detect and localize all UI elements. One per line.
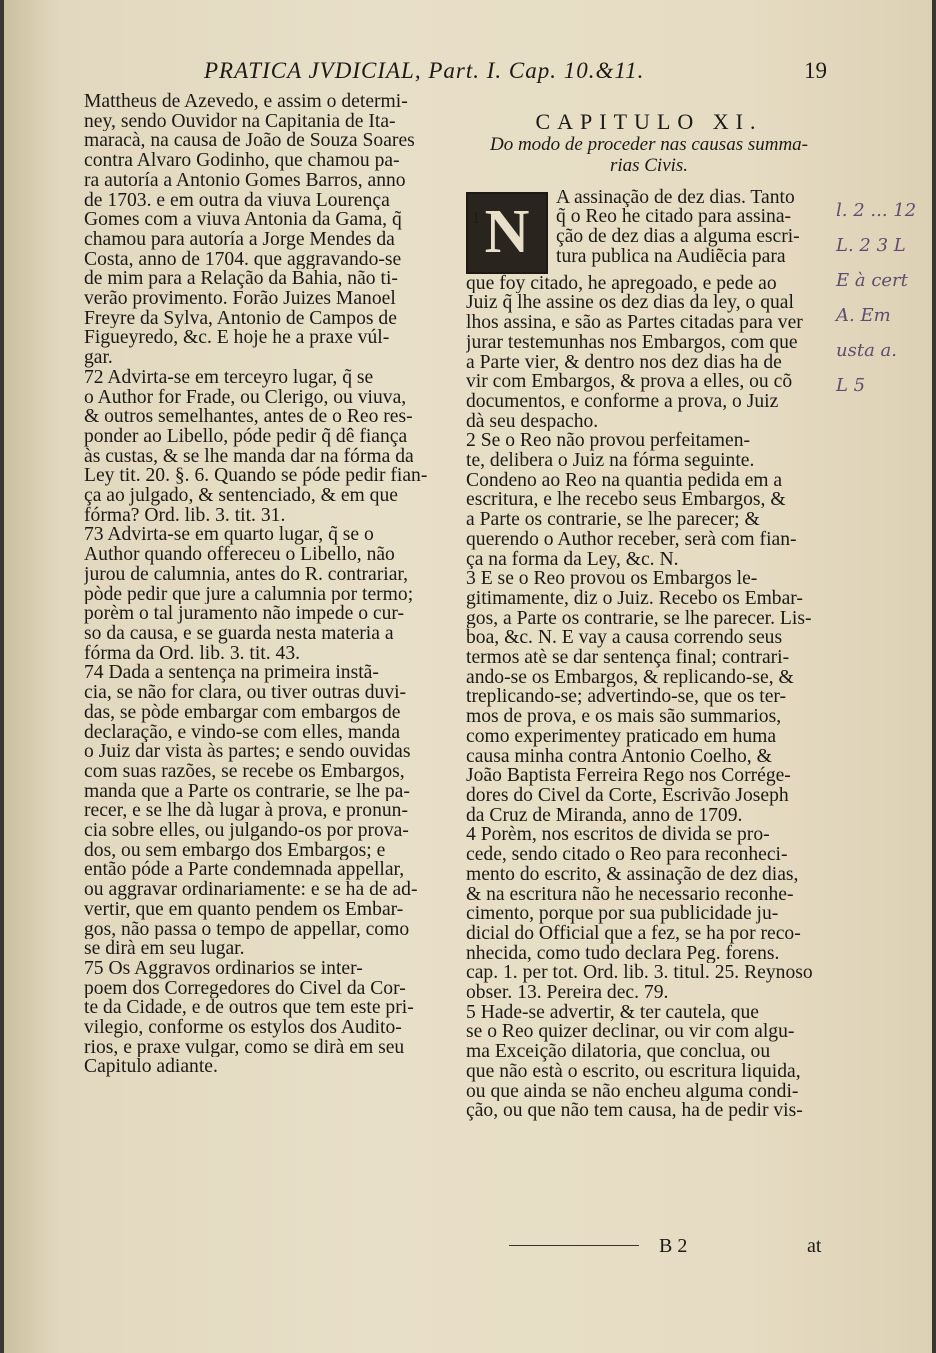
text-line: Capitulo adiante. [84, 1057, 218, 1078]
text-line: fórma da Ord. lib. 3. tit. 43. [84, 643, 301, 664]
margin-note: usta a. [836, 340, 897, 361]
running-title: PRATICA JVDICIAL, Part. I. Cap. 10.&11. [204, 58, 645, 83]
text-line: Ley tit. 20. §. 6. Quando se póde pedir fian- [84, 466, 428, 487]
text-line: pòde pedir que jure a calumnia por termo; [84, 584, 414, 605]
text-line: dicial do Official que a fez, se ha por reco- [466, 923, 801, 944]
margin-note: L 5 [836, 375, 866, 396]
text-line: treplicando-se; advertindo-se, que os ter- [466, 687, 787, 708]
text-line: dà seu despacho. [466, 411, 599, 432]
text-line: a Parte vier, & dentro nos dez dias ha de [466, 352, 782, 373]
paragraph-number: 1 [472, 210, 480, 227]
margin-note: A. Em [836, 305, 891, 326]
catchword: at [807, 1235, 822, 1257]
text-line: ando-se os Embargos, & replicando-se, & [466, 667, 794, 688]
chapter-subtitle [466, 134, 832, 176]
text-line: ça na forma da Ley, &c. N. [466, 549, 679, 570]
catch-rule [509, 1245, 639, 1246]
text-line: fórma? Ord. lib. 3. tit. 31. [84, 505, 286, 526]
text-line: vilegio, conforme os estylos dos Audito- [84, 1018, 402, 1038]
text-line: boa, &c. N. E vay a causa correndo seus [466, 628, 783, 649]
text-line: querendo o Author receber, serà com fian- [466, 529, 797, 550]
text-line: 72 Advirta-se em terceyro lugar, q̃ se [84, 367, 374, 388]
text-line: vertir, que em quanto pendem os Embar- [84, 899, 404, 920]
text-line: ou que ainda se não encheu alguma condi- [466, 1081, 799, 1102]
text-line: se dirà em seu lugar. [84, 939, 245, 959]
margin-note: L. 2 3 L [836, 235, 906, 256]
text-line: lhos assina, e são as Partes citadas para ver [466, 313, 803, 333]
text-line: dos, ou sem embargo dos Embargos; e [84, 840, 386, 861]
text-line: das, se pòde embargar com embargos de [84, 702, 401, 723]
text-line: 5 Hade-se advertir, & ter cautela, que [466, 1002, 759, 1023]
text-line: ção, ou que não tem causa, ha de pedir vis- [466, 1101, 803, 1121]
text-line: como experimentey praticado em huma [466, 726, 777, 747]
text-line: rios, e praxe vulgar, como se dirà em seu [84, 1037, 405, 1058]
text-line: chamou para autoría a Jorge Mendes da [84, 229, 395, 250]
text-line: Author quando offereceu o Libello, não [84, 545, 395, 565]
text-line: Condeno ao Reo na quantia pedida em a [466, 470, 783, 491]
text-line: Juiz q̃ lhe assine os dez dias da ley, o qual [466, 293, 794, 314]
text-line: A assinação de dez dias. Tanto [556, 187, 795, 208]
text-line: escritura, e lhe recebo seus Embargos, & [466, 490, 786, 511]
chapter-heading: CAPITULO XI. [535, 109, 763, 134]
text-line: ra autoría a Antonio Gomes Barros, anno [84, 170, 406, 191]
text-line: maracà, na causa de João de Souza Soares [84, 131, 415, 152]
text-line: de mim para a Relação da Bahia, não ti- [84, 269, 398, 290]
text-line: o Author for Frade, ou Clerigo, ou viuva, [84, 387, 407, 408]
text-line: da Cruz de Miranda, anno de 1709. [466, 805, 743, 826]
text-line: o Juiz dar vista às partes; e sendo ouvidas [84, 742, 411, 762]
text-line: termos atè se dar sentença final; contrari- [466, 648, 790, 668]
text-line: declaração, e vindo-se com elles, manda [84, 722, 401, 743]
text-line: que não està o escrito, ou escritura liquida, [466, 1061, 801, 1082]
text-line: vir com Embargos, & prova a elles, ou cõ [466, 372, 793, 392]
handwritten-margin-notes [836, 200, 931, 410]
text-line: 74 Dada a sentença na primeira instã- [84, 663, 379, 684]
text-line: & outros semelhantes, antes de o Reo res- [84, 407, 413, 427]
text-line: causa minha contra Antonio Coelho, & [466, 746, 772, 767]
text-line: cia, se não for clara, ou tiver outras duvi- [84, 683, 407, 703]
chapter-subtitle-line: Do modo de proceder nas causas summa- [489, 133, 809, 155]
text-line: Mattheus de Azevedo, e assim o determi- [84, 92, 408, 112]
text-line: 4 Porèm, nos escritos de divida se pro- [466, 825, 770, 846]
text-line: cia sobre elles, ou julgando-os por prova- [84, 821, 409, 841]
text-line: mos de prova, e os mais são summarios, [466, 707, 782, 727]
right-column-body [466, 274, 832, 1121]
text-line: que foy citado, he apregoado, e pede ao [466, 273, 777, 294]
text-line: 73 Advirta-se em quarto lugar, q̃ se o [84, 525, 374, 546]
text-line: te, delibera o Juiz na fórma seguinte. [466, 451, 755, 471]
text-line: João Baptista Ferreira Rego nos Corrége- [466, 766, 791, 786]
text-line: q̃ o Reo he citado para assina- [556, 207, 792, 228]
text-line: dores do Civel da Corte, Escrivão Joseph [466, 785, 789, 806]
chapter-subtitle-line: rias Civis. [609, 154, 689, 176]
text-line: ma Exceição dilatoria, que conclua, ou [466, 1042, 771, 1062]
text-line: mento do escrito, & assinação de dez dias, [466, 864, 799, 885]
text-line: nhecida, como tudo declara Peg. forens. [466, 943, 780, 964]
text-line: manda que a Parte os contrarie, se lhe pa- [84, 781, 410, 802]
text-line: Freyre da Sylva, Antonio de Campos de [84, 308, 397, 329]
text-line: se o Reo quizer declinar, ou vir com algu- [466, 1022, 795, 1043]
text-line: 3 E se o Reo provou os Embargos le- [466, 569, 758, 589]
margin-note: l. 2 ... 12 [836, 200, 917, 221]
text-line: gar. [84, 348, 113, 368]
text-line: ponder ao Libello, póde pedir q̃ dê fiança [84, 426, 408, 447]
text-line: 2 Se o Reo não provou perfeitamen- [466, 431, 751, 452]
text-line: então póde a Parte condemnada appellar, [84, 860, 405, 881]
text-line: poem dos Corregedores do Civel da Cor- [84, 978, 406, 999]
text-line: contra Alvaro Godinho, que chamou pa- [84, 151, 400, 171]
text-line: Costa, anno de 1704. que aggravando-se [84, 249, 402, 270]
text-line: jurou de calumnia, antes do R. contrariar, [84, 564, 409, 585]
text-line: gos, não passa o tempo de appellar, como [84, 919, 410, 940]
left-column [84, 92, 450, 1077]
text-line: porèm o tal juramento não impede o cur- [84, 604, 405, 624]
text-line: obser. 13. Pereira dec. 79. [466, 983, 669, 1003]
text-line: gitimamente, diz o Juiz. Recebo os Embar- [466, 588, 803, 609]
text-line: cede, sendo citado o Reo para reconheci- [466, 845, 788, 865]
margin-note: E à cert [836, 270, 908, 291]
page-header [4, 58, 932, 88]
text-line: cimento, porque por sua publicidade ju- [466, 904, 779, 924]
text-line: ou aggravar ordinariamente: e se ha de ad- [84, 880, 418, 900]
text-line: 75 Os Aggravos ordinarios se inter- [84, 958, 363, 979]
folio-number: 19 [804, 58, 827, 83]
text-line: & na escritura não he necessario reconhe- [466, 884, 794, 905]
text-line: gos, a Parte os contrarie, se lhe parecer. Lis- [466, 608, 812, 629]
text-line: recer, e se lhe dà lugar à prova, e pronun- [84, 801, 408, 822]
text-line: com suas razões, se recebe os Embargos, [84, 761, 405, 782]
text-line: de 1703. e em outra da viuva Lourença [84, 190, 390, 211]
text-line: cap. 1. per tot. Ord. lib. 3. titul. 25. Reynoso [466, 963, 813, 984]
right-column [466, 92, 832, 1121]
drop-cap: N [466, 192, 548, 274]
text-line: a Parte os contrarie, se lhe parecer; & [466, 510, 760, 530]
text-line: documentos, e conforme a prova, o Juiz [466, 391, 779, 412]
text-line: Figueyredo, &c. E hoje he a praxe vúl- [84, 328, 390, 349]
book-page [4, 0, 932, 1353]
text-line: ção de dez dias a alguma escri- [556, 227, 800, 247]
text-line: te da Cidade, e de outros que tem este pri- [84, 998, 414, 1019]
text-line: jurar testemunhas nos Embargos, com que [466, 332, 798, 353]
signature-mark: B 2 [659, 1235, 688, 1257]
text-line: às custas, & se lhe manda dar na fórma da [84, 446, 414, 467]
text-line: so da causa, e se guarda nesta materia a [84, 623, 394, 644]
text-line: Gomes com a viuva Antonia da Gama, q̃ [84, 210, 402, 230]
text-line: ney, sendo Ouvidor na Capitania de Ita- [84, 111, 396, 132]
text-line: ça ao julgado, & sentenciado, & em que [84, 486, 398, 506]
text-line: verão provimento. Forão Juizes Manoel [84, 289, 396, 309]
paragraph-1 [466, 188, 832, 274]
text-line: tura publica na Audiẽcia para [556, 246, 786, 267]
